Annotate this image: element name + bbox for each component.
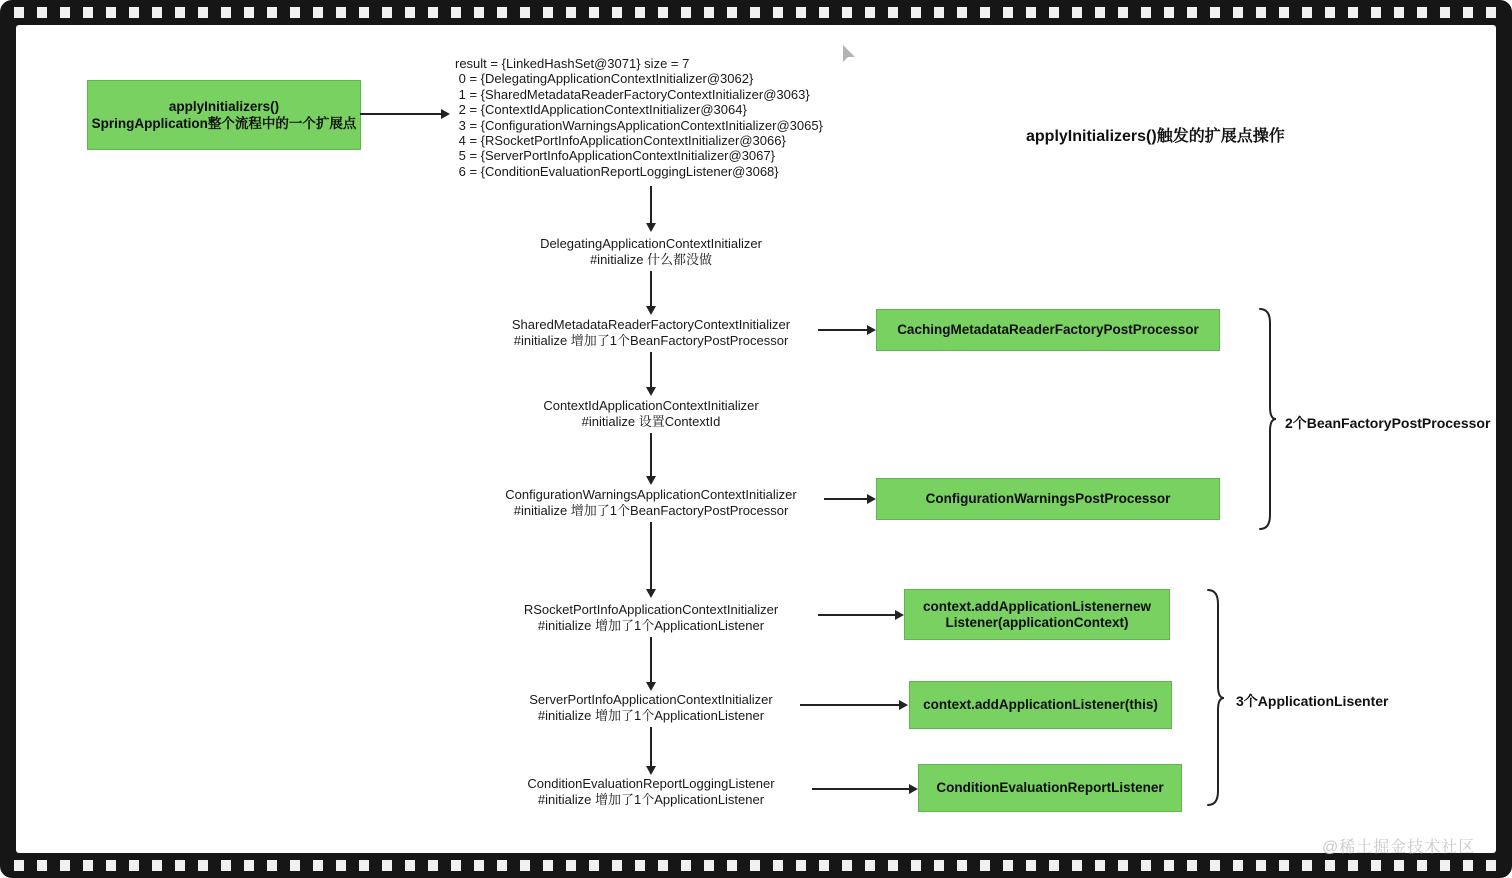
step-name: SharedMetadataReaderFactoryContextInitializer	[511, 317, 791, 332]
result-line: 5 = {ServerPortInfoApplicationContextInitializer@3067}	[455, 148, 775, 164]
result-line: 6 = {ConditionEvaluationReportLoggingListener@3068}	[455, 163, 779, 179]
flow-step-shared-metadata	[441, 317, 861, 348]
arrow-right	[800, 704, 900, 706]
result-block	[455, 56, 823, 179]
step-desc: #initialize 设置ContextId	[581, 413, 721, 429]
step-name: ContextIdApplicationContextInitializer	[543, 398, 759, 413]
arrow-right-entry	[360, 113, 442, 115]
step-desc: #initialize 增加了1个ApplicationListener	[537, 791, 765, 807]
result-line: 4 = {RSocketPortInfoApplicationContextInitializer@3066}	[455, 133, 786, 149]
arrow-right	[818, 614, 896, 616]
flow-step-rsocket	[441, 602, 861, 633]
brace-label-application-listener: 3个ApplicationLisenter	[1236, 693, 1389, 709]
apply-initializers-box-line1: applyInitializers()	[168, 99, 280, 114]
target-box-caching: CachingMetadataReaderFactoryPostProcessor	[876, 309, 1220, 351]
result-line: result = {LinkedHashSet@3071} size = 7	[455, 56, 690, 71]
target-box-condition-report: ConditionEvaluationReportListener	[918, 764, 1182, 812]
flow-step-context-id	[441, 398, 861, 429]
arrow-down	[650, 727, 652, 767]
step-desc: #initialize 什么都没做	[589, 251, 713, 267]
target-box-server-port: context.addApplicationListener(this)	[909, 681, 1172, 729]
step-name: ConfigurationWarningsApplicationContextInitializer	[505, 487, 797, 502]
arrow-down	[650, 271, 652, 307]
arrow-down	[650, 352, 652, 388]
cursor-icon	[842, 44, 858, 64]
result-line: 1 = {SharedMetadataReaderFactoryContextInitializer@3063}	[455, 86, 810, 102]
flow-step-delegating	[441, 236, 861, 267]
flow-step-condition-report	[441, 776, 861, 807]
result-line: 0 = {DelegatingApplicationContextInitializer@3062}	[455, 71, 754, 87]
step-name: ServerPortInfoApplicationContextInitializer	[529, 692, 773, 707]
flow-step-server-port	[441, 692, 861, 723]
target-box-rsocket: context.addApplicationListenernew Listener(applicationContext)	[904, 589, 1170, 640]
target-box-config-warnings: ConfigurationWarningsPostProcessor	[876, 478, 1220, 520]
step-desc: #initialize 增加了1个BeanFactoryPostProcessor	[513, 332, 789, 348]
result-line: 3 = {ConfigurationWarningsApplicationContextInitializer@3065}	[455, 117, 823, 133]
arrow-down	[650, 522, 652, 590]
page-title: applyInitializers()触发的扩展点操作	[1026, 128, 1285, 145]
apply-initializers-box	[87, 80, 361, 150]
brace-bean-factory	[1258, 307, 1278, 531]
arrow-down	[650, 186, 652, 224]
apply-initializers-box-line2: SpringApplication整个流程中的一个扩展点	[91, 116, 357, 131]
arrow-down	[650, 433, 652, 477]
arrow-right	[818, 329, 868, 331]
arrow-right	[812, 788, 910, 790]
brace-label-bean-factory: 2个BeanFactoryPostProcessor	[1285, 415, 1491, 431]
step-desc: #initialize 增加了1个BeanFactoryPostProcessor	[513, 502, 789, 518]
step-name: RSocketPortInfoApplicationContextInitializer	[523, 602, 779, 617]
brace-application-listener	[1206, 588, 1226, 807]
watermark: @稀土掘金技术社区	[1322, 839, 1476, 856]
arrow-down	[650, 637, 652, 683]
result-line: 2 = {ContextIdApplicationContextInitializer@3064}	[455, 102, 747, 118]
step-desc: #initialize 增加了1个ApplicationListener	[537, 617, 765, 633]
step-desc: #initialize 增加了1个ApplicationListener	[537, 707, 765, 723]
step-name: DelegatingApplicationContextInitializer	[540, 236, 762, 251]
arrow-right	[824, 498, 868, 500]
flow-step-config-warnings	[441, 487, 861, 518]
step-name: ConditionEvaluationReportLoggingListener	[527, 776, 775, 791]
